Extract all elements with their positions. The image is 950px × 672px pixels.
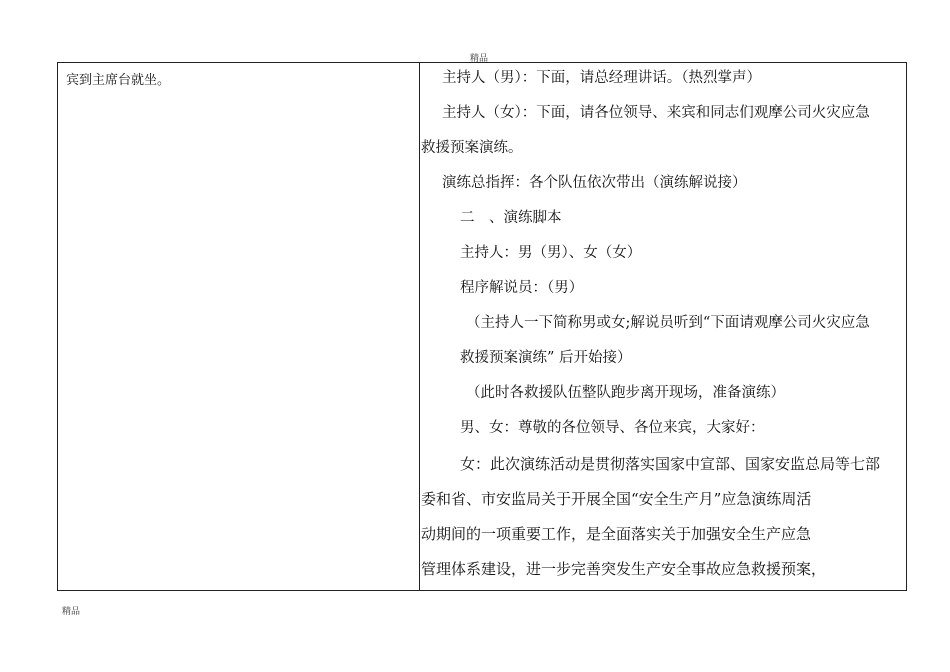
script-line-9: 救援预案演练” 后开始接） bbox=[460, 350, 632, 366]
script-line-11: 男、女：尊敬的各位领导、各位来宾，大家好： bbox=[460, 420, 765, 436]
script-line-3: 救援预案演练。 bbox=[421, 140, 523, 156]
script-line-15: 管理体系建设，进一步完善突发生产安全事故应急救援预案， bbox=[421, 560, 827, 578]
script-line-8: （主持人一下简称男或女;解说员听到“下面请观摩公司火灾应急 bbox=[466, 315, 870, 331]
script-line-13: 委和省、市安监局关于开展全国“安全生产月”应急演练周活 bbox=[421, 490, 812, 508]
script-line-7: 程序解说员：（男） bbox=[460, 280, 584, 296]
script-line-14: 动期间的一项重要工作，是全面落实关于加强安全生产应急 bbox=[421, 525, 812, 543]
left-cell-text: 宾到主席台就坐。 bbox=[66, 73, 171, 88]
column-divider bbox=[419, 63, 420, 590]
script-line-4: 演练总指挥：各个队伍依次带出（演练解说接） bbox=[442, 175, 747, 191]
script-line-6: 主持人：男（男）、女（女） bbox=[460, 245, 642, 261]
document-table bbox=[57, 62, 907, 591]
script-line-1: 主持人（男）：下面，请总经理讲话。（热烈掌声） bbox=[442, 70, 761, 86]
header-watermark: 精品 bbox=[470, 54, 489, 64]
script-line-12: 女：此次演练活动是贯彻落实国家中宣部、国家安监总局等七部 bbox=[460, 455, 881, 473]
script-line-2: 主持人（女）：下面，请各位领导、来宾和同志们观摩公司火灾应急 bbox=[442, 105, 870, 121]
section-heading: 二 、演练脚本 bbox=[460, 210, 562, 226]
script-line-10: （此时各救援队伍整队跑步离开现场，准备演练） bbox=[466, 385, 785, 401]
footer-watermark: 精品 bbox=[62, 607, 81, 617]
